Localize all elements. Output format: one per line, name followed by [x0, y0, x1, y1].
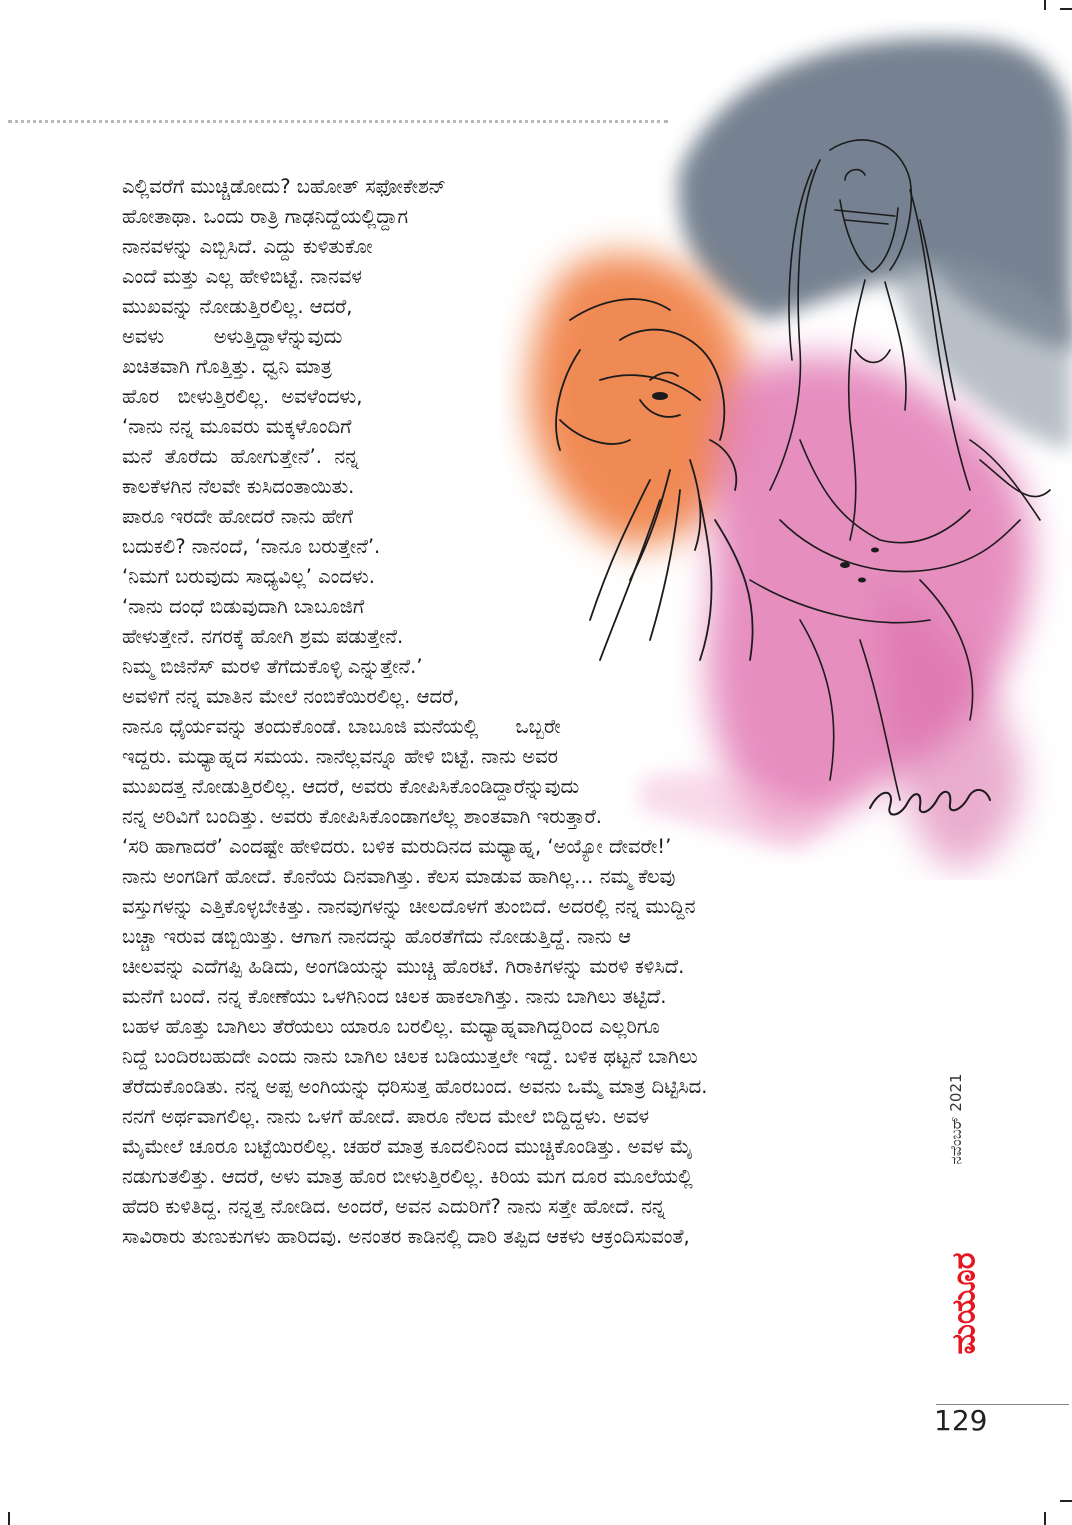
text-line: ಬಹಳ ಹೊತ್ತು ಬಾಗಿಲು ತೆರೆಯಲು ಯಾರೂ ಬರಲಿಲ್ಲ. ಮಧ್ಯಾಹ್ನವಾಗಿದ್ದರಿಂದ ಎಲ್ಲರಿಗೂ — [122, 1015, 660, 1038]
text-line: ಸಾವಿರಾರು ತುಣುಕುಗಳು ಹಾರಿದವು. ಅನಂತರ ಕಾಡಿನಲ್ಲಿ ದಾರಿ ತಪ್ಪಿದ ಆಕಳು ಆಕ್ರಂದಿಸುವಂತೆ, — [122, 1225, 690, 1248]
text-line: ಮೈಮೇಲೆ ಚೂರೂ ಬಟ್ಟೆಯಿರಲಿಲ್ಲ. ಚಹರೆ ಮಾತ್ರ ಕೂದಲಿನಿಂದ ಮುಚ್ಚಿಕೊಂಡಿತ್ತು. ಅವಳ ಮೈ — [122, 1135, 693, 1158]
issue-date: ನವೆಂಬರ್ 2021 — [947, 1073, 965, 1165]
crop-mark-top-right-h — [1060, 8, 1072, 10]
text-line: ನಾನು ಅಂಗಡಿಗೆ ಹೋದೆ. ಕೊನೆಯ ದಿನವಾಗಿತ್ತು. ಕೆಲಸ ಮಾಡುವ ಹಾಗಿಲ್ಲ… ನಮ್ಮ ಕೆಲವು — [122, 865, 676, 888]
crop-mark-bottom-left — [8, 1512, 10, 1525]
text-line: ‘ನಾನು ನನ್ನ ಮೂವರು ಮಕ್ಕಳೊಂದಿಗೆ — [122, 415, 352, 438]
text-line: ಖಚಿತವಾಗಿ ಗೊತ್ತಿತ್ತು. ಧ್ವನಿ ಮಾತ್ರ — [122, 355, 332, 378]
artist-signature — [860, 768, 1000, 828]
text-line: ಎಲ್ಲಿವರೆಗೆ ಮುಚ್ಚಿಡೋದು? ಬಹೋತ್ ಸಫೋಕೇಶನ್ — [122, 175, 446, 198]
text-line: ಅವಳು ಅಳುತ್ತಿದ್ದಾಳೆನ್ನುವುದು — [122, 325, 343, 348]
text-line: ಚೀಲವನ್ನು ಎದೆಗಪ್ಪಿ ಹಿಡಿದು, ಅಂಗಡಿಯನ್ನು ಮುಚ್ಚಿ ಹೊರಟೆ. ಗಿರಾಕಿಗಳನ್ನು ಮರಳಿ ಕಳಿಸಿದೆ. — [122, 955, 685, 978]
text-line: ಹೊರ ಬೀಳುತ್ತಿರಲಿಲ್ಲ. ಅವಳೆಂದಳು, — [122, 385, 363, 408]
text-line: ‘ನಿಮಗೆ ಬರುವುದು ಸಾಧ್ಯವಿಲ್ಲ’ ಎಂದಳು. — [122, 565, 375, 588]
text-line: ಮುಖವನ್ನು ನೋಡುತ್ತಿರಲಿಲ್ಲ. ಆದರೆ, — [122, 295, 353, 318]
text-line: ನನಗೆ ಅರ್ಥವಾಗಲಿಲ್ಲ. ನಾನು ಒಳಗೆ ಹೋದೆ. ಪಾರೂ ನೆಲದ ಮೇಲೆ ಬಿದ್ದಿದ್ದಳು. ಅವಳ — [122, 1105, 650, 1128]
crop-mark-top-right — [1044, 0, 1046, 10]
text-line: ವಸ್ತುಗಳನ್ನು ಎತ್ತಿಕೊಳ್ಳಬೇಕಿತ್ತು. ನಾನವುಗಳನ್ನು ಚೀಲದೊಳಗೆ ತುಂಬಿದೆ. ಅದರಲ್ಲಿ ನನ್ನ ಮುದ್ದಿನ — [122, 895, 696, 918]
text-line: ನಿದ್ದೆ ಬಂದಿರಬಹುದೇ ಎಂದು ನಾನು ಬಾಗಿಲ ಚಿಲಕ ಬಡಿಯುತ್ತಲೇ ಇದ್ದೆ. ಬಳಿಕ ಥಟ್ಟನೆ ಬಾಗಿಲು — [122, 1045, 698, 1068]
text-line: ‘ನಾನು ದಂಧೆ ಬಿಡುವುದಾಗಿ ಬಾಬೂಜಿಗೆ — [122, 595, 365, 618]
text-line: ಕಾಲಕೆಳಗಿನ ನೆಲವೇ ಕುಸಿದಂತಾಯಿತು. — [122, 475, 355, 498]
text-line: ಅವಳಿಗೆ ನನ್ನ ಮಾತಿನ ಮೇಲೆ ನಂಬಿಕೆಯಿರಲಿಲ್ಲ. ಆದರೆ, — [122, 685, 460, 708]
text-line: ಹೋತಾಥಾ. ಒಂದು ರಾತ್ರಿ ಗಾಢನಿದ್ದೆಯಲ್ಲಿದ್ದಾಗ — [122, 205, 409, 228]
crop-mark-bottom-right — [1044, 1512, 1046, 1525]
text-line: ಮನೆಗೆ ಬಂದೆ. ನನ್ನ ಕೋಣೆಯು ಒಳಗಿನಿಂದ ಚಿಲಕ ಹಾಕಲಾಗಿತ್ತು. ನಾನು ಬಾಗಿಲು ತಟ್ಟಿದೆ. — [122, 985, 667, 1008]
text-line: ನಡುಗುತಲಿತ್ತು. ಆದರೆ, ಅಳು ಮಾತ್ರ ಹೊರ ಬೀಳುತ್ತಿರಲಿಲ್ಲ. ಕಿರಿಯ ಮಗ ದೂರ ಮೂಲೆಯಲ್ಲಿ — [122, 1165, 693, 1188]
text-line: ಬಚ್ಚಾ ಇರುವ ಡಬ್ಬಿಯಿತ್ತು. ಆಗಾಗ ನಾನದನ್ನು ಹೊರತೆಗೆದು ನೋಡುತ್ತಿದ್ದೆ. ನಾನು ಆ — [122, 925, 631, 948]
page-number: 129 — [934, 1404, 988, 1437]
story-illustration — [500, 20, 1072, 880]
text-line: ಮನೆ ತೊರೆದು ಹೋಗುತ್ತೇನೆ’. ನನ್ನ — [122, 445, 359, 468]
text-line: ಹೆದರಿ ಕುಳಿತಿದ್ದ. ನನ್ನತ್ತ ನೋಡಿದ. ಅಂದರೆ, ಅವನ ಎದುರಿಗೆ? ನಾನು ಸತ್ತೇ ಹೋದೆ. ನನ್ನ — [122, 1195, 666, 1218]
text-line: ಮುಖದತ್ತ ನೋಡುತ್ತಿರಲಿಲ್ಲ. ಆದರೆ, ಅವರು ಕೋಪಿಸಿಕೊಂಡಿದ್ದಾರೆನ್ನುವುದು — [122, 775, 580, 798]
text-line: ನಾನೂ ಧೈರ್ಯವನ್ನು ತಂದುಕೊಂಡೆ. ಬಾಬೂಜಿ ಮನೆಯಲ್ಲಿ ಒಬ್ಬರೇ — [122, 715, 561, 738]
text-line: ಹೇಳುತ್ತೇನೆ. ನಗರಕ್ಕೆ ಹೋಗಿ ಶ್ರಮ ಪಡುತ್ತೇನೆ. — [122, 625, 404, 648]
crop-mark-bottom-right-h — [1060, 1500, 1072, 1502]
text-line: ತೆರೆದುಕೊಂಡಿತು. ನನ್ನ ಅಪ್ಪ ಅಂಗಿಯನ್ನು ಧರಿಸುತ್ತ ಹೊರಬಂದ. ಅವನು ಒಮ್ಮೆ ಮಾತ್ರ ದಿಟ್ಟಿಸಿದ. — [122, 1075, 708, 1098]
text-line: ಪಾರೂ ಇರದೇ ಹೋದರೆ ನಾನು ಹೇಗೆ — [122, 505, 353, 528]
text-line: ನಿಮ್ಮ ಬಿಜಿನೆಸ್ ಮರಳಿ ತೆಗೆದುಕೊಳ್ಳಿ ಎನ್ನುತ್ತೇನೆ.’ — [122, 655, 423, 678]
text-line: ‘ಸರಿ ಹಾಗಾದರೆ’ ಎಂದಷ್ಟೇ ಹೇಳಿದರು. ಬಳಿಕ ಮರುದಿನದ ಮಧ್ಯಾಹ್ನ, ‘ಅಯ್ಯೋ ದೇವರೇ!’ — [122, 835, 672, 858]
text-line: ಇದ್ದರು. ಮಧ್ಯಾಹ್ನದ ಸಮಯ. ನಾನೆಲ್ಲವನ್ನೂ ಹೇಳಿ ಬಿಟ್ಟೆ. ನಾನು ಅವರ — [122, 745, 558, 768]
text-line: ನನ್ನ ಅರಿವಿಗೆ ಬಂದಿತ್ತು. ಅವರು ಕೋಪಿಸಿಕೊಂಡಾಗಲೆಲ್ಲ ಶಾಂತವಾಗಿ ಇರುತ್ತಾರೆ. — [122, 805, 602, 828]
magazine-name: ಮಯೂರ — [944, 1252, 983, 1355]
text-line: ಎಂದೆ ಮತ್ತು ಎಲ್ಲ ಹೇಳಿಬಿಟ್ಟೆ. ನಾನವಳ — [122, 265, 363, 288]
text-line: ನಾನವಳನ್ನು ಎಬ್ಬಿಸಿದೆ. ಎದ್ದು ಕುಳಿತುಕೋ — [122, 235, 373, 258]
text-line: ಬದುಕಲಿ? ನಾನಂದೆ, ‘ನಾನೂ ಬರುತ್ತೇನೆ’. — [122, 535, 381, 558]
